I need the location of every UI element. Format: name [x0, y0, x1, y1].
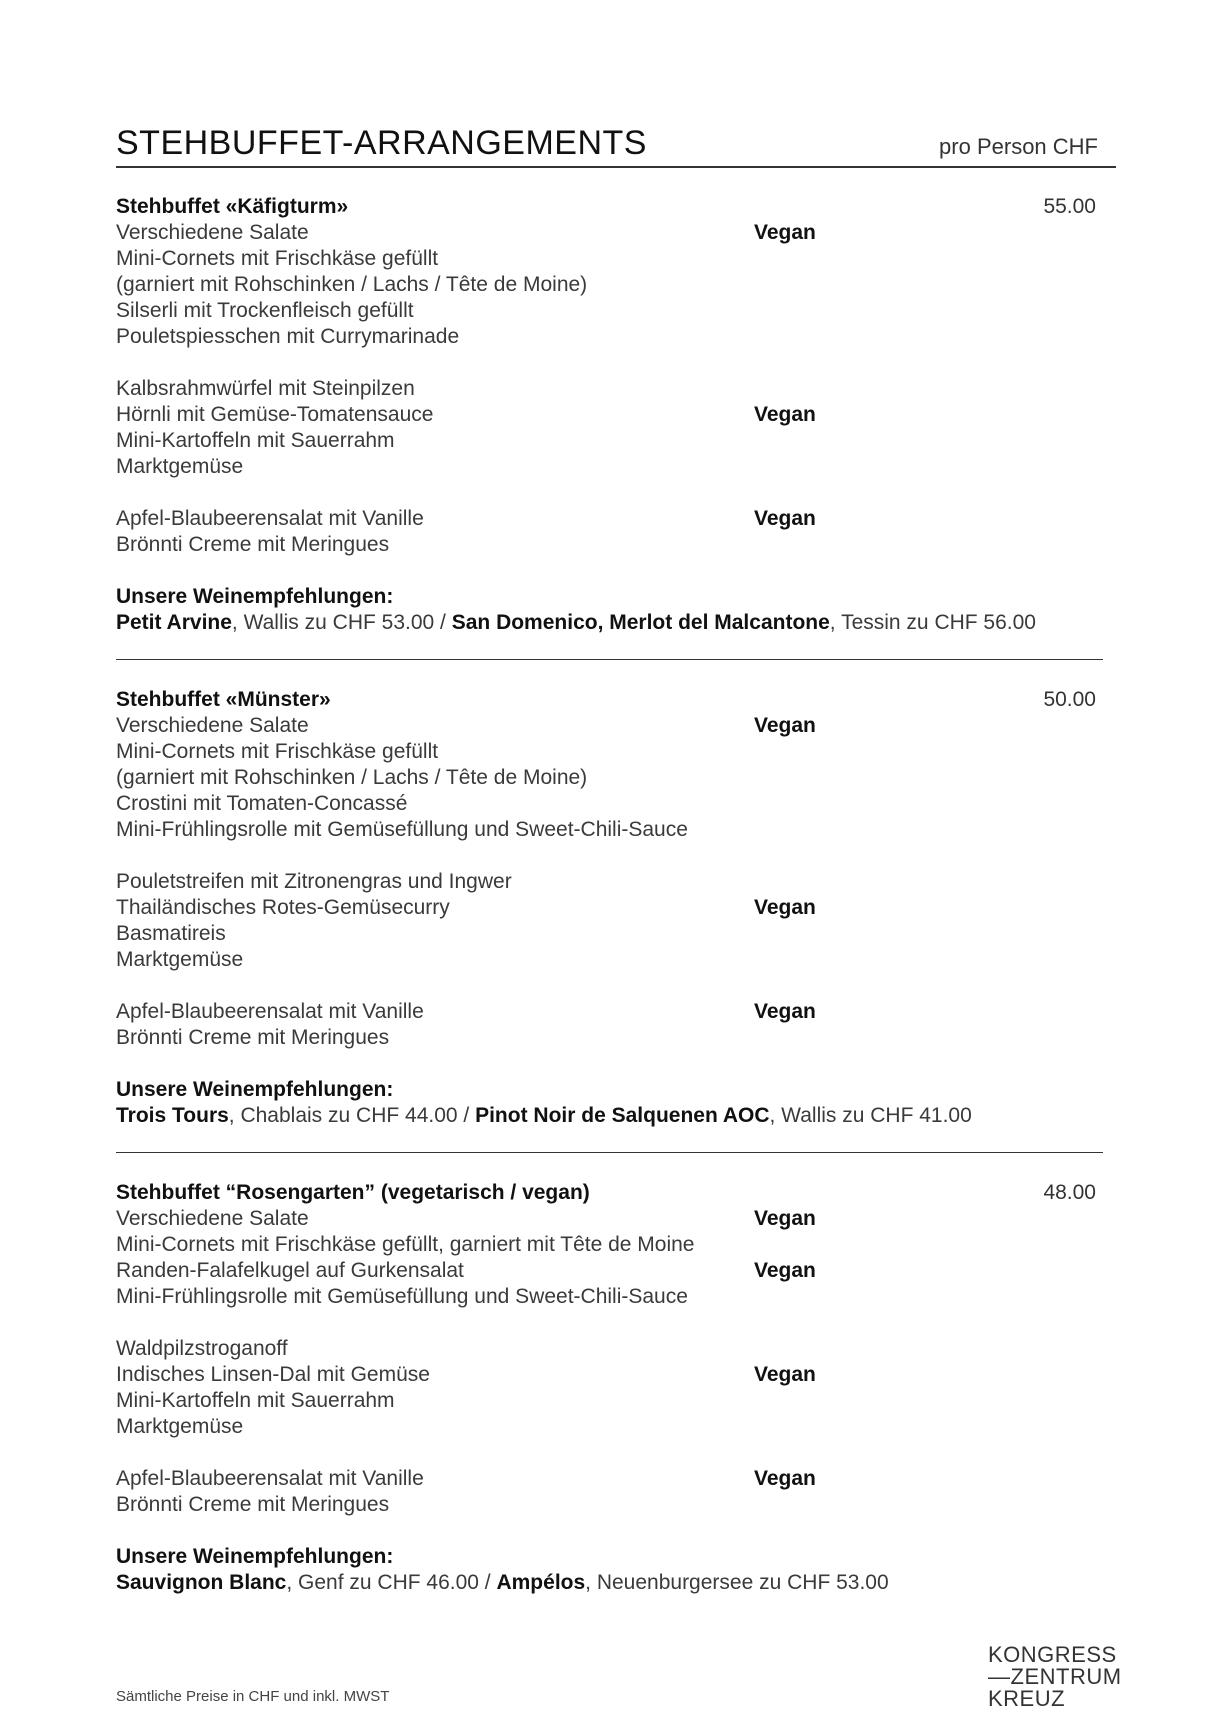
wine-name: Sauvignon Blanc	[116, 1571, 287, 1594]
wine-name: Trois Tours	[116, 1104, 229, 1127]
menu-item	[116, 1414, 1096, 1440]
vegan-tag: Vegan	[754, 1363, 816, 1386]
group-spacer	[116, 1518, 1096, 1544]
buffet-price: 55.00	[1043, 195, 1096, 218]
vegan-tag: Vegan	[754, 507, 816, 530]
menu-item-text: Silserli mit Trockenfleisch gefüllt	[116, 299, 414, 322]
vegan-tag: Vegan	[754, 403, 816, 426]
page-title: STEHBUFFET-ARRANGEMENTS	[116, 124, 647, 162]
menu-item-text: Brönnti Creme mit Meringues	[116, 533, 390, 556]
menu-item-text: Verschiedene Salate	[116, 714, 309, 737]
menu-item-text: Thailändisches Rotes-Gemüsecurry	[116, 896, 450, 919]
wine-detail: , Tessin zu CHF 56.00	[829, 611, 1036, 634]
logo-line: —ZENTRUM	[988, 1664, 1122, 1689]
menu-item-text: Pouletstreifen mit Zitronengras und Ingwer	[116, 870, 512, 893]
wine-detail: , Neuenburgersee zu CHF 53.00	[585, 1571, 889, 1594]
menu-item	[116, 791, 1096, 817]
menu-item	[116, 246, 1096, 272]
menu-item	[116, 1258, 1096, 1284]
menu-item-text: Waldpilzstroganoff	[116, 1337, 288, 1360]
menu-item-text: Mini-Cornets mit Frischkäse gefüllt	[116, 740, 439, 763]
menu-item	[116, 376, 1096, 402]
menu-item-text: Marktgemüse	[116, 948, 244, 971]
menu-item	[116, 765, 1096, 791]
wine-recommendations	[116, 1103, 1096, 1129]
menu-item-text: Apfel-Blaubeerensalat mit Vanille	[116, 1467, 424, 1490]
vegan-tag: Vegan	[754, 1000, 816, 1023]
buffet-section	[116, 687, 1096, 1129]
menu-item-text: Mini-Kartoffeln mit Sauerrahm	[116, 429, 395, 452]
price-unit-label: pro Person CHF	[939, 134, 1098, 159]
menu-item-text: Verschiedene Salate	[116, 221, 309, 244]
menu-item	[116, 428, 1096, 454]
group-spacer	[116, 350, 1096, 376]
menu-item-text: Basmatireis	[116, 922, 226, 945]
menu-item	[116, 532, 1096, 558]
vegan-tag: Vegan	[754, 1207, 816, 1230]
menu-item-text: Indisches Linsen-Dal mit Gemüse	[116, 1363, 430, 1386]
menu-item	[116, 324, 1096, 350]
menu-item-text: Apfel-Blaubeerensalat mit Vanille	[116, 507, 424, 530]
wine-separator: /	[478, 1571, 497, 1594]
buffet-title-text: Stehbuffet “Rosengarten” (vegetarisch / vegan)	[116, 1181, 590, 1204]
buffet-title-text: Stehbuffet «Münster»	[116, 688, 331, 711]
menu-item	[116, 506, 1096, 532]
page-header	[116, 118, 1116, 168]
vegan-tag: Vegan	[754, 896, 816, 919]
menu-item-text: Verschiedene Salate	[116, 1207, 309, 1230]
menu-item	[116, 895, 1096, 921]
group-spacer	[116, 1440, 1096, 1466]
group-spacer	[116, 973, 1096, 999]
menu-item-text: Apfel-Blaubeerensalat mit Vanille	[116, 1000, 424, 1023]
menu-item-text: Mini-Cornets mit Frischkäse gefüllt, garniert mit Tête de Moine	[116, 1233, 695, 1256]
section-divider	[116, 1152, 1103, 1153]
wine-recommendations-heading: Unsere Weinempfehlungen:	[116, 585, 394, 608]
menu-item	[116, 739, 1096, 765]
wine-detail: , Genf zu CHF 46.00	[286, 1571, 479, 1594]
menu-item	[116, 947, 1096, 973]
buffet-price: 50.00	[1043, 688, 1096, 711]
menu-item	[116, 1025, 1096, 1051]
menu-item-text: Mini-Frühlingsrolle mit Gemüsefüllung und Sweet-Chili-Sauce	[116, 818, 688, 841]
buffet-title	[116, 1180, 1096, 1206]
menu-item-text: Crostini mit Tomaten-Concassé	[116, 792, 408, 815]
menu-item	[116, 921, 1096, 947]
wine-separator: /	[457, 1104, 476, 1127]
menu-item	[116, 1206, 1096, 1232]
menu-item-text: Pouletspiesschen mit Currymarinade	[116, 325, 460, 348]
buffet-section	[116, 1180, 1096, 1596]
vegan-tag: Vegan	[754, 221, 816, 244]
menu-item	[116, 298, 1096, 324]
menu-item	[116, 1232, 1096, 1258]
buffet-price: 48.00	[1043, 1181, 1096, 1204]
menu-item	[116, 1492, 1096, 1518]
vegan-tag: Vegan	[754, 1259, 816, 1282]
menu-item-text: Kalbsrahmwürfel mit Steinpilzen	[116, 377, 415, 400]
wine-name: Ampélos	[496, 1571, 586, 1594]
menu-item	[116, 999, 1096, 1025]
menu-item-text: Mini-Cornets mit Frischkäse gefüllt	[116, 247, 439, 270]
menu-item-text: (garniert mit Rohschinken / Lachs / Tête de Moine)	[116, 273, 588, 296]
logo-line: KONGRESS	[988, 1642, 1117, 1667]
menu-item	[116, 713, 1096, 739]
group-spacer	[116, 1310, 1096, 1336]
menu-item-text: Randen-Falafelkugel auf Gurkensalat	[116, 1259, 464, 1282]
menu-item-text: Marktgemüse	[116, 455, 244, 478]
menu-item-text: Mini-Kartoffeln mit Sauerrahm	[116, 1389, 395, 1412]
wine-detail: , Wallis zu CHF 53.00	[231, 611, 435, 634]
wine-name: San Domenico, Merlot del Malcantone	[451, 611, 830, 634]
menu-item	[116, 1284, 1096, 1310]
wine-recommendations	[116, 610, 1096, 636]
vegan-tag: Vegan	[754, 714, 816, 737]
menu-item	[116, 1388, 1096, 1414]
menu-item-text: Brönnti Creme mit Meringues	[116, 1026, 390, 1049]
group-spacer	[116, 558, 1096, 584]
menu-item	[116, 1336, 1096, 1362]
menu-item	[116, 220, 1096, 246]
wine-name: Pinot Noir de Salquenen AOC	[475, 1104, 770, 1127]
buffet-section	[116, 194, 1096, 636]
wine-recommendations-heading: Unsere Weinempfehlungen:	[116, 1545, 394, 1568]
group-spacer	[116, 843, 1096, 869]
buffet-title	[116, 687, 1096, 713]
menu-item	[116, 272, 1096, 298]
menu-item	[116, 817, 1096, 843]
menu-item	[116, 1466, 1096, 1492]
menu-item	[116, 1362, 1096, 1388]
menu-item-text: Hörnli mit Gemüse-Tomatensauce	[116, 403, 434, 426]
menu-item-text: (garniert mit Rohschinken / Lachs / Tête de Moine)	[116, 766, 588, 789]
logo-line: KREUZ	[988, 1686, 1066, 1711]
wine-detail: , Chablais zu CHF 44.00	[228, 1104, 458, 1127]
wine-detail: , Wallis zu CHF 41.00	[769, 1104, 972, 1127]
buffet-title	[116, 194, 1096, 220]
wine-recommendations-heading: Unsere Weinempfehlungen:	[116, 1078, 394, 1101]
menu-item	[116, 402, 1096, 428]
group-spacer	[116, 1051, 1096, 1077]
menu-item	[116, 869, 1096, 895]
section-divider	[116, 659, 1103, 660]
wine-separator: /	[434, 611, 452, 634]
wine-recommendations	[116, 1570, 1096, 1596]
wine-name: Petit Arvine	[116, 611, 232, 634]
footer-note: Sämtliche Preise in CHF und inkl. MWST	[116, 1688, 390, 1705]
menu-item	[116, 454, 1096, 480]
buffet-title-text: Stehbuffet «Käfigturm»	[116, 195, 349, 218]
kongresszentrum-logo	[988, 1642, 1122, 1711]
vegan-tag: Vegan	[754, 1467, 816, 1490]
menu-item-text: Mini-Frühlingsrolle mit Gemüsefüllung und Sweet-Chili-Sauce	[116, 1285, 688, 1308]
group-spacer	[116, 480, 1096, 506]
menu-item-text: Marktgemüse	[116, 1415, 244, 1438]
menu-item-text: Brönnti Creme mit Meringues	[116, 1493, 390, 1516]
